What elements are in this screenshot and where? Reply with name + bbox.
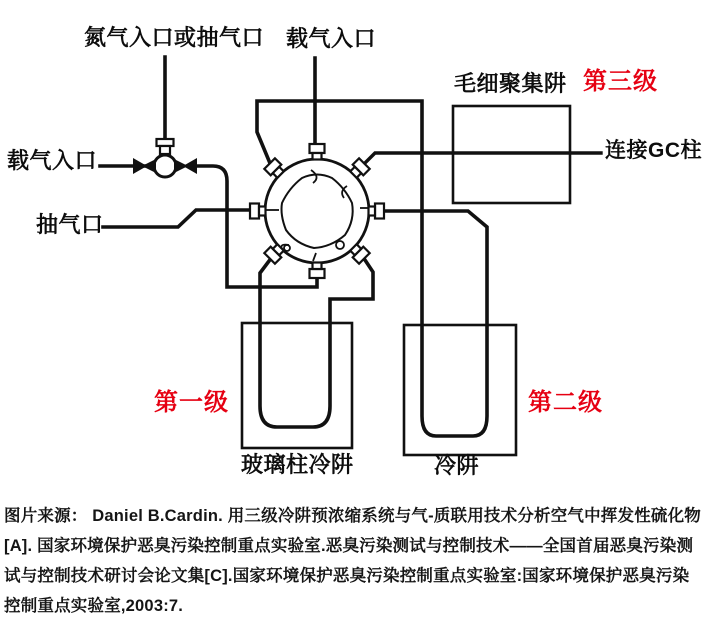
valve-port-n bbox=[310, 144, 325, 160]
pump-port-label: 抽气口 bbox=[36, 212, 104, 237]
carrier-inlet-top-label: 载气入口 bbox=[286, 26, 377, 51]
gc-column-label: 连接GC柱 bbox=[605, 139, 702, 162]
valve-port-e bbox=[369, 204, 385, 219]
rotary-valve bbox=[250, 144, 384, 278]
caption-line: [A]. 国家环境保护恶臭污染控制重点实验室.恶臭污染测试与控制技术——全国首届恶臭污染测 bbox=[4, 537, 694, 555]
nitrogen-inlet-label: 氮气入口或抽气口 bbox=[84, 25, 265, 50]
capillary-trap-label: 毛细聚集阱 bbox=[454, 71, 567, 96]
carrier-inlet-left-label: 载气入口 bbox=[7, 148, 98, 173]
image-source-caption bbox=[4, 501, 724, 621]
cold-trap-label: 冷阱 bbox=[434, 453, 480, 478]
three-way-valve bbox=[133, 139, 197, 177]
stage1-label: 第一级 bbox=[154, 389, 229, 416]
pipe-ne-to-gc bbox=[362, 153, 601, 166]
caption-line: 控制重点实验室,2003:7. bbox=[4, 597, 184, 615]
stage2-label: 第二级 bbox=[528, 389, 603, 416]
valve-port-w bbox=[250, 204, 266, 219]
stage3-label: 第三级 bbox=[583, 68, 658, 95]
glass-column-trap-label: 玻璃柱冷阱 bbox=[241, 452, 354, 477]
caption-line: 试与控制技术研讨会论文集[C].国家环境保护恶臭污染控制重点实验室:国家环境保护恶臭污染 bbox=[4, 567, 690, 585]
caption-line: 图片来源： Daniel B.Cardin. 用三级冷阱预浓缩系统与气-质联用技术分析空气中挥发性硫化物 bbox=[4, 507, 702, 525]
valve-port-s bbox=[310, 263, 325, 279]
